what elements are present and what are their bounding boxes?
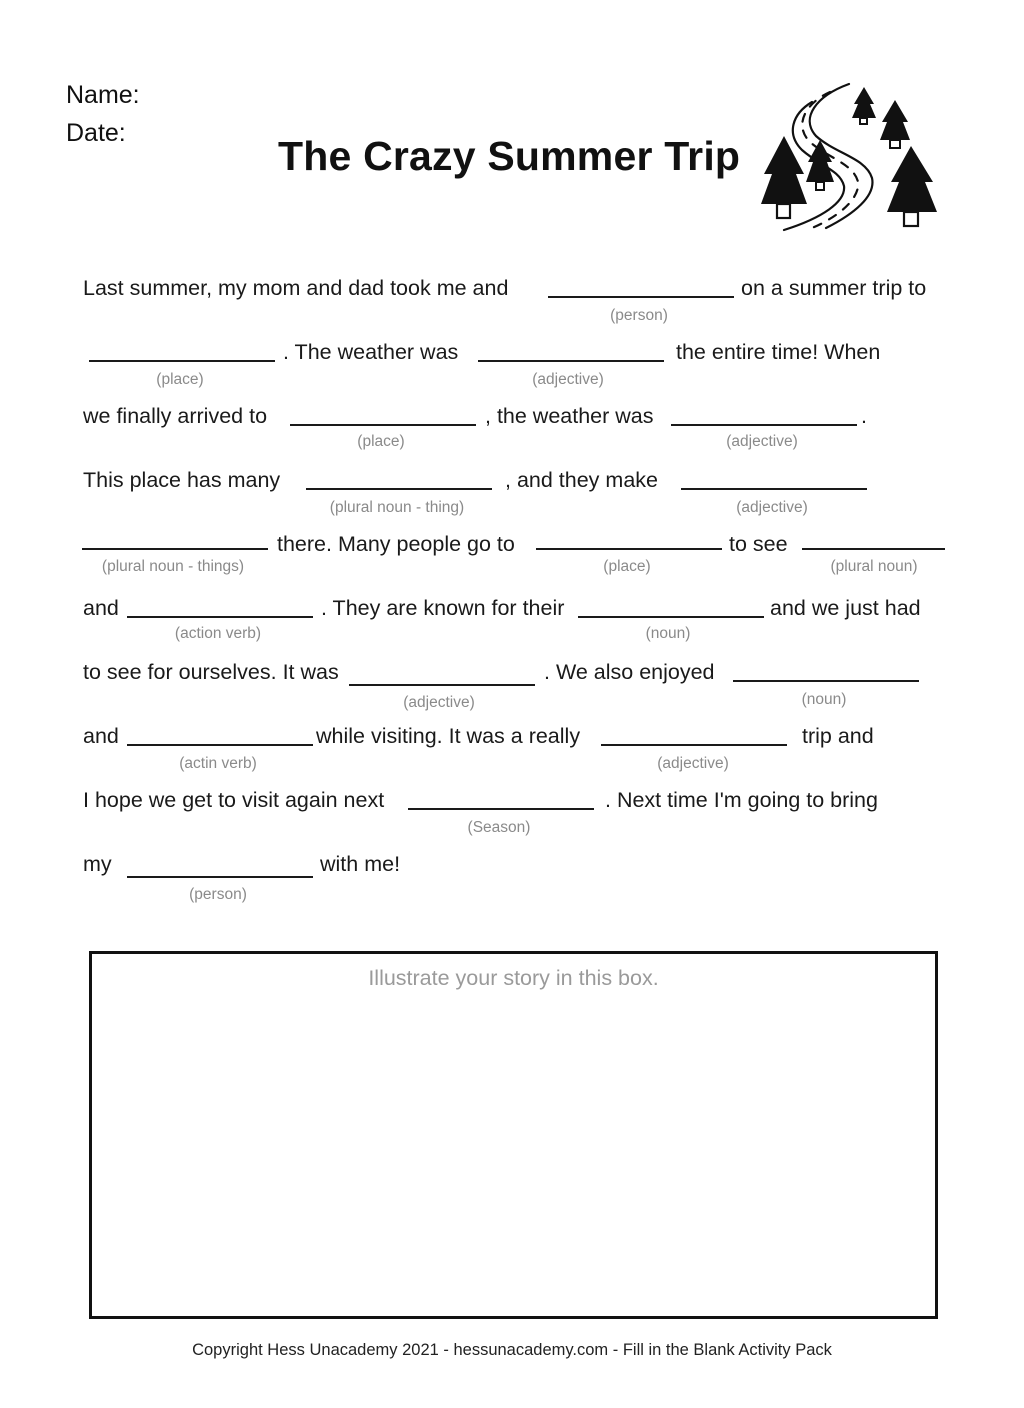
story-text: . [861, 404, 867, 428]
pine-tree-icon [887, 146, 937, 226]
blank-adjective[interactable] [671, 424, 857, 426]
story-text: . Next time I'm going to bring [605, 788, 878, 812]
blank-hint: (person) [189, 886, 247, 903]
story-text: and [83, 596, 119, 620]
story-text: , the weather was [485, 404, 654, 428]
blank-season[interactable] [408, 808, 594, 810]
story-text: and we just had [770, 596, 921, 620]
story-text: . We also enjoyed [544, 660, 715, 684]
story-text: on a summer trip to [741, 276, 927, 300]
pine-tree-icon [880, 100, 910, 148]
blank-hint: (adjective) [736, 499, 808, 516]
blank-hint: (plural noun - things) [101, 558, 245, 575]
story-text: to see for ourselves. It was [83, 660, 339, 684]
blank-hint: (place) [603, 558, 651, 575]
page-title: The Crazy Summer Trip [278, 133, 741, 179]
story-text: to see [729, 532, 788, 556]
blank-place[interactable] [89, 360, 275, 362]
blank-hint: (place) [156, 371, 204, 388]
story-text: trip and [802, 724, 874, 748]
blank-hint: (plural noun - thing) [329, 499, 465, 516]
story-text: we finally arrived to [83, 404, 268, 428]
blank-plural-noun[interactable] [82, 548, 268, 550]
story-text: . The weather was [283, 340, 459, 364]
blank-hint: (Season) [467, 819, 531, 836]
pine-tree-icon [852, 87, 876, 124]
story-text: Last summer, my mom and dad took me and [83, 276, 509, 300]
date-label: Date: [66, 119, 126, 147]
blank-place[interactable] [290, 424, 476, 426]
blank-hint: (actin verb) [179, 755, 257, 772]
blank-hint: (adjective) [726, 433, 798, 450]
blank-noun[interactable] [733, 680, 919, 682]
story-text: , and they make [505, 468, 658, 492]
blank-adjective[interactable] [478, 360, 664, 362]
blank-hint: (person) [610, 307, 668, 324]
blank-hint: (plural noun) [830, 558, 918, 575]
blank-adjective[interactable] [349, 684, 535, 686]
blank-plural-noun[interactable] [802, 548, 945, 550]
story-text: while visiting. It was a really [316, 724, 581, 748]
pine-tree-icon [806, 140, 834, 190]
blank-action-verb[interactable] [127, 744, 313, 746]
story-text: I hope we get to visit again next [83, 788, 385, 812]
copyright-footer: Copyright Hess Unacademy 2021 - hessunacademy.com - Fill in the Blank Activity Pack [192, 1341, 832, 1359]
blank-action-verb[interactable] [127, 616, 313, 618]
story-text: This place has many [83, 468, 281, 492]
blank-person[interactable] [127, 876, 313, 878]
story-text: with me! [320, 852, 401, 876]
story-text: and [83, 724, 119, 748]
road-with-pine-trees-icon [756, 78, 942, 234]
blank-adjective[interactable] [681, 488, 867, 490]
blank-noun[interactable] [578, 616, 764, 618]
blank-hint: (adjective) [403, 694, 475, 711]
story-text: . They are known for their [321, 596, 565, 620]
blank-person[interactable] [548, 296, 734, 298]
blank-hint: (noun) [801, 691, 847, 708]
name-label: Name: [66, 81, 140, 109]
illustration-box[interactable] [89, 951, 938, 1319]
blank-plural-noun[interactable] [306, 488, 492, 490]
blank-hint: (adjective) [532, 371, 604, 388]
illustration-box-prompt: Illustrate your story in this box. [368, 966, 659, 990]
blank-hint: (noun) [645, 625, 691, 642]
story-text: my [83, 852, 112, 876]
blank-hint: (action verb) [174, 625, 262, 642]
story-text: the entire time! When [676, 340, 881, 364]
blank-place[interactable] [536, 548, 722, 550]
blank-adjective[interactable] [601, 744, 787, 746]
story-text: there. Many people go to [277, 532, 515, 556]
blank-hint: (adjective) [657, 755, 729, 772]
blank-hint: (place) [357, 433, 405, 450]
